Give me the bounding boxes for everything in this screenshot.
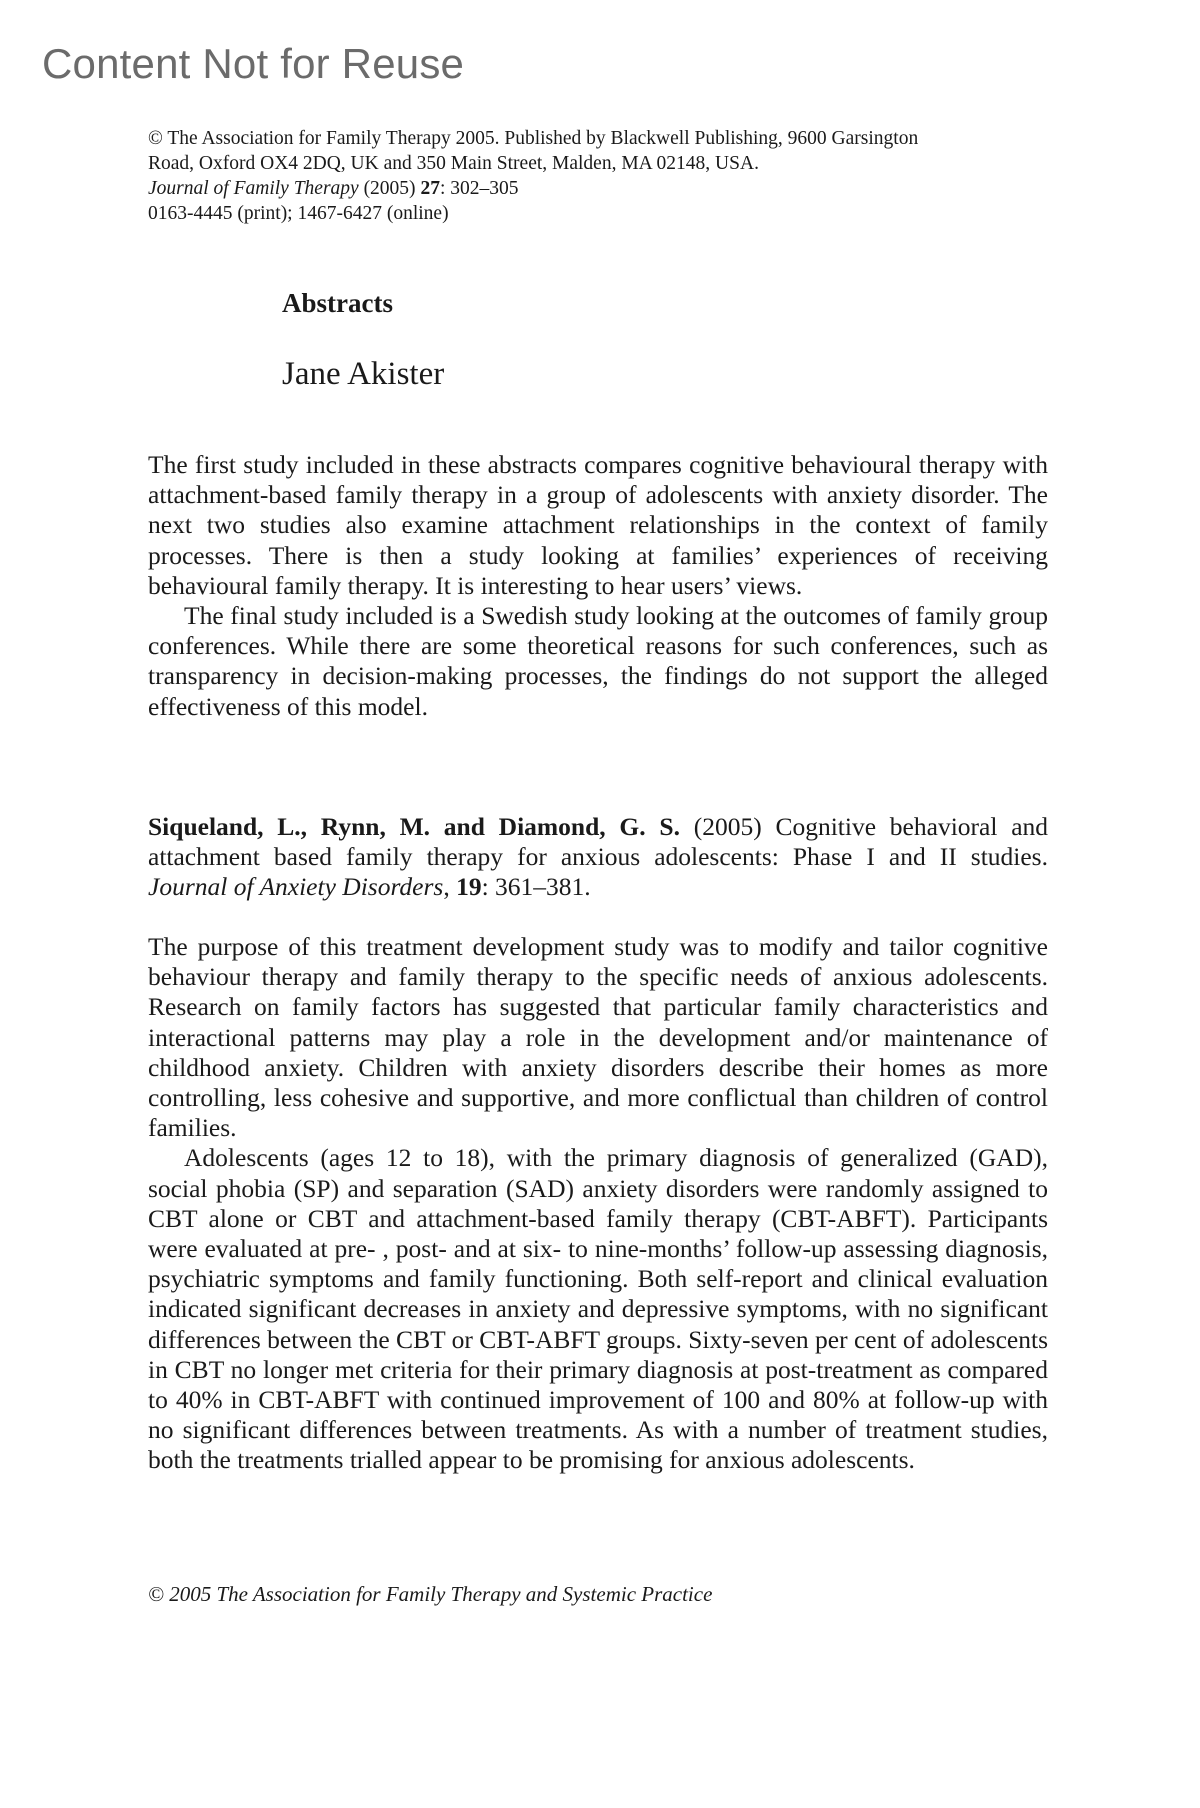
reference-volume: 19 bbox=[456, 872, 482, 902]
abstract-text bbox=[148, 932, 1048, 1476]
journal-pages: : 302–305 bbox=[439, 178, 519, 199]
publisher-line-1: © The Association for Family Therapy 2005. Published by Blackwell Publishing, 9600 Garsington bbox=[148, 128, 919, 149]
publisher-line-2: Road, Oxford OX4 2DQ, UK and 350 Main Street, Malden, MA 02148, USA. bbox=[148, 153, 759, 174]
reference-title: (2005) Cognitive behavioral and attachment based family therapy for anxious adolescents: Phase I and II studies. bbox=[148, 812, 1049, 872]
reference-line bbox=[148, 812, 1048, 903]
reference-citation bbox=[148, 812, 1048, 903]
author-name: Jane Akister bbox=[282, 356, 445, 392]
intro-text bbox=[148, 450, 1048, 722]
reference-authors: Siqueland, L., Rynn, M. and Diamond, G. S. bbox=[148, 812, 680, 841]
journal-name: Journal of Family Therapy bbox=[148, 178, 359, 199]
reference-separator: , bbox=[443, 872, 457, 902]
journal-citation bbox=[148, 176, 1048, 201]
journal-volume: 27 bbox=[420, 178, 440, 199]
publication-header bbox=[148, 126, 1048, 226]
abstract-paragraph-2: Adolescents (ages 12 to 18), with the primary diagnosis of generalized (GAD), social phobia (SP) and separation (SAD) anxiety disorders were randomly assigned to CBT alone or CBT and attachment-based family therapy (CBT-ABFT). Participants were evaluated at pre- , post- and at six- to nine-months’ follow-up assessing diagnosis, psychiatric symptoms and family functioning. Both self-report and clinical evaluation indicated significant decreases in anxiety and depressive symptoms, with no significant differences between the CBT or CBT-ABFT groups. Sixty-seven per cent of adolescents in CBT no longer met criteria for their primary diagnosis at post-treatment as compared to 40% in CBT-ABFT with continued improvement of 100 and 80% at follow-up with no significant differences between treatments. As with a number of treatment studies, both the treatments trialled appear to be promising for anxious adolescents. bbox=[148, 1143, 1048, 1475]
intro-paragraph-1: The first study included in these abstracts compares cognitive behavioural therapy with attachment-based family therapy in a group of adolescents with anxiety disorder. The next two studies also examine attachment relationships in the context of family processes. There is then a study looking at families’ experiences of receiving behavioural family therapy. It is interesting to hear users’ views. bbox=[148, 450, 1048, 600]
footer-copyright: © 2005 The Association for Family Therapy and Systemic Practice bbox=[148, 1582, 713, 1606]
reference-pages: : 361–381. bbox=[481, 872, 591, 902]
abstract-paragraph-1: The purpose of this treatment development study was to modify and tailor cognitive behaviour therapy and family therapy to the specific needs of anxious adolescents. Research on family factors has suggested that particular family characteristics and interactional patterns may play a role in the development and/or maintenance of childhood anxiety. Children with anxiety disorders describe their homes as more controlling, less cohesive and supportive, and more conflictual than children of control families. bbox=[148, 932, 1048, 1143]
reference-journal: Journal of Anxiety Disorders bbox=[148, 872, 444, 902]
journal-year: (2005) bbox=[358, 178, 421, 199]
section-heading: Abstracts bbox=[282, 288, 393, 318]
intro-paragraph-2: The final study included is a Swedish study looking at the outcomes of family group conferences. While there are some theoretical reasons for such conferences, such as transparency in decision-making processes, the findings do not support the alleged effectiveness of this model. bbox=[148, 601, 1048, 721]
watermark: Content Not for Reuse bbox=[42, 40, 465, 87]
issn-line: 0163-4445 (print); 1467-6427 (online) bbox=[148, 203, 449, 224]
